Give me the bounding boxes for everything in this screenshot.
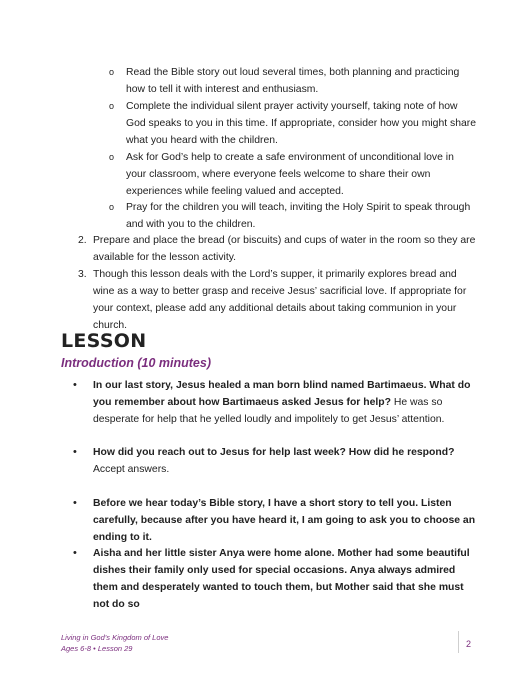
intro-bullet-item <box>93 545 478 613</box>
lesson-heading: LESSON <box>61 330 147 352</box>
introduction-heading: Introduction (10 minutes) <box>61 356 211 370</box>
prep-subitem: Pray for the children you will teach, inviting the Holy Spirit to speak through and with you to the children. <box>126 202 471 230</box>
footer-separator: • <box>93 644 96 653</box>
prep-numbered-item: Though this lesson deals with the Lord’s supper, it primarily explores bread and wine as a way to better grasp and receive Jesus’ sacrificial love. If appropriate for your context, please add any additional details about taking communion in your church. <box>93 269 467 331</box>
sub-bullet-marker: o <box>109 67 115 77</box>
bullet-marker: • <box>73 379 77 391</box>
prep-numbered-item: Prepare and place the bread (or biscuits) and cups of water in the room so they are available for the lesson activity. <box>93 235 476 263</box>
normal-text: Accept answers. <box>93 464 170 475</box>
bullet-marker: • <box>73 446 77 458</box>
prep-subitem: Ask for God’s help to create a safe environment of unconditional love in your classroom, where everyone feels welcome to share their own experiences while feeling valued and accepted. <box>126 152 454 197</box>
bullet-marker: • <box>73 547 77 559</box>
bullet-marker: • <box>73 497 77 509</box>
list-number: 3. <box>78 269 87 280</box>
sub-bullet-marker: o <box>109 101 115 111</box>
sub-bullet-marker: o <box>109 152 115 162</box>
intro-bullet-item <box>93 495 478 546</box>
prep-subitem: Read the Bible story out loud several times, both planning and practicing how to tell it with interest and enthusiasm. <box>126 67 460 95</box>
intro-bullet-item <box>93 444 478 478</box>
footer-lesson: Lesson 29 <box>97 644 133 653</box>
page-footer <box>61 632 168 654</box>
normal-text: He was so desperate for help that he yelled loudly and impolitely to get Jesus’ attention. <box>93 397 445 425</box>
intro-bullet-item <box>93 377 478 428</box>
bold-text: Before we hear today’s Bible story, I have a short story to tell you. Listen carefully, because after you have heard it, I am going to ask you to choose an ending to it. <box>93 498 476 543</box>
page-number-divider <box>458 631 459 653</box>
footer-ages: Ages 6-8 <box>61 644 92 653</box>
footer-title: Living in God’s Kingdom of Love <box>61 633 169 642</box>
prep-subitem: Complete the individual silent prayer activity yourself, taking note of how God speaks to you in this time. If appropriate, consider how you might share what you heard with the children. <box>126 101 476 146</box>
sub-bullet-marker: o <box>109 202 115 212</box>
bold-text: How did you reach out to Jesus for help last week? How did he respond? <box>93 447 455 458</box>
list-number: 2. <box>78 235 87 246</box>
page-number: 2 <box>466 639 472 649</box>
bold-text: In our last story, Jesus healed a man born blind named Bartimaeus. What do you remember about how Bartimaeus asked Jesus for help? <box>93 380 471 408</box>
footer-subtitle <box>61 643 168 654</box>
bold-text: Aisha and her little sister Anya were home alone. Mother had some beautiful dishes their family only used for special occasions. Anya always admired them and desperately wanted to touch them, but Mother said that she must not do so <box>93 548 470 610</box>
